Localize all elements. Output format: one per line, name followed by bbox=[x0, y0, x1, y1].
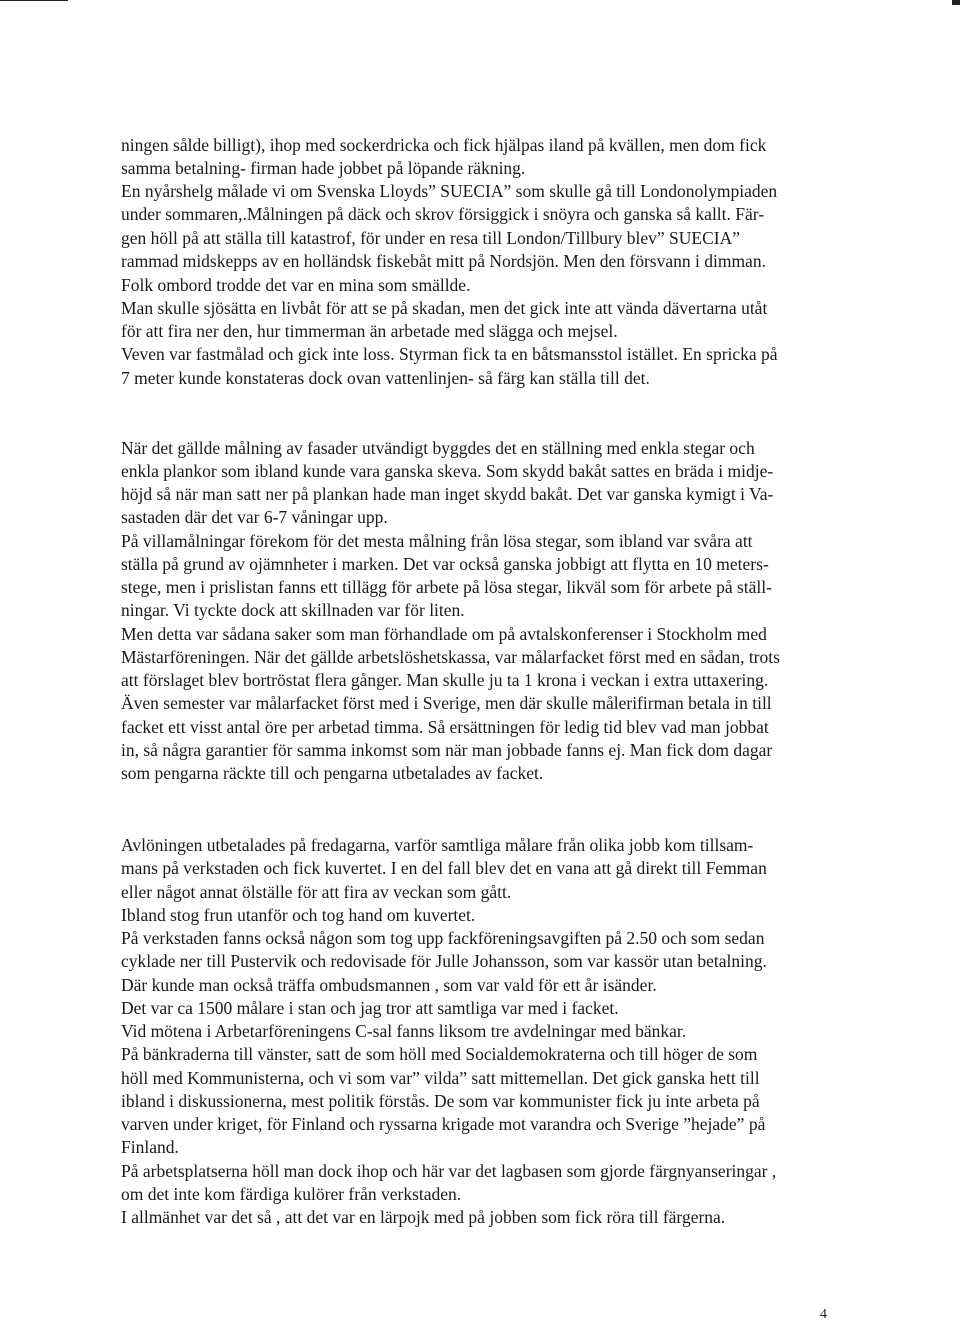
text-line: höjd så när man satt ner på plankan hade man inget skydd bakåt. Det var ganska kymigt i Va- bbox=[121, 484, 774, 504]
page-number: 4 bbox=[820, 1307, 827, 1322]
text-line: På arbetsplatserna höll man dock ihop och här var det lagbasen som gjorde färgnyanseringar , bbox=[121, 1161, 777, 1181]
text-line: rammad midskepps av en holländsk fiskebåt mitt på Nordsjön. Men den försvann i dimman. bbox=[121, 251, 766, 271]
text-line: mans på verkstaden och fick kuvertet. I en del fall blev det en vana att gå direkt till Femman bbox=[121, 858, 767, 878]
scan-mark-top-left bbox=[0, 0, 68, 1]
text-line: Vid mötena i Arbetarföreningens C-sal fanns liksom tre avdelningar med bänkar. bbox=[121, 1021, 687, 1041]
text-line: stege, men i prislistan fanns ett tillägg för arbete på lösa stegar, likväl som för arbete på ställ- bbox=[121, 577, 772, 597]
text-line: Det var ca 1500 målare i stan och jag tror att samtliga var med i facket. bbox=[121, 998, 619, 1018]
text-line: Folk ombord trodde det var en mina som smällde. bbox=[121, 275, 471, 295]
text-line: Veven var fastmålad och gick inte loss. Styrman fick ta en båtsmansstol istället. En spricka på bbox=[121, 344, 778, 364]
text-line: in, så några garantier för samma inkomst som när man jobbade fanns ej. Man fick dom dagar bbox=[121, 740, 773, 760]
scan-mark-top-right bbox=[952, 0, 960, 5]
text-line: facket ett visst antal öre per arbetad timma. Så ersättningen för ledig tid blev vad man jobbat bbox=[121, 717, 769, 737]
text-line: eller något annat ölställe för att fira av veckan som gått. bbox=[121, 882, 512, 902]
text-line: om det inte kom färdiga kulörer från verkstaden. bbox=[121, 1184, 462, 1204]
text-line: På verkstaden fanns också någon som tog upp fackföreningsavgiften på 2.50 och som sedan bbox=[121, 928, 765, 948]
text-line: Även semester var målarfacket först med i Sverige, men där skulle målerifirman betala in till bbox=[121, 693, 772, 713]
text-line: gen höll på att ställa till katastrof, för under en resa till London/Tillbury blev” SUECIA” bbox=[121, 228, 741, 248]
text-line: Men detta var sådana saker som man förhandlade om på avtalskonferenser i Stockholm med bbox=[121, 624, 767, 644]
text-line: samma betalning- firman hade jobbet på löpande räkning. bbox=[121, 158, 526, 178]
text-line: cyklade ner till Pustervik och redovisade för Julle Johansson, som var kassör utan betalning. bbox=[121, 951, 767, 971]
text-line: Ibland stog frun utanför och tog hand om kuvertet. bbox=[121, 905, 476, 925]
text-line: att förslaget blev bortröstat flera gånger. Man skulle ju ta 1 krona i veckan i extra uttaxering. bbox=[121, 670, 769, 690]
text-line: I allmänhet var det så , att det var en lärpojk med på jobben som fick röra till färgerna. bbox=[121, 1207, 726, 1227]
text-line: under sommaren,.Målningen på däck och skrov försiggick i snöyra och ganska så kallt. Fär- bbox=[121, 204, 765, 224]
text-line: Man skulle sjösätta en livbåt för att se på skadan, men det gick inte att vända dävertarna utåt bbox=[121, 298, 768, 318]
text-line: Mästarföreningen. När det gällde arbetslöshetskassa, var målarfacket först med en sådan, trots bbox=[121, 647, 780, 667]
text-line: På bänkraderna till vänster, satt de som höll med Socialdemokraterna och till höger de som bbox=[121, 1044, 758, 1064]
text-line: På villamålningar förekom för det mesta målning från lösa stegar, som ibland var svåra att bbox=[121, 531, 753, 551]
text-line: för att fira ner den, hur timmerman än arbetade med slägga och mejsel. bbox=[121, 321, 618, 341]
text-line: varven under kriget, för Finland och ryssarna krigade mot varandra och Sverige ”hejade” på bbox=[121, 1114, 766, 1134]
text-line: sastaden där det var 6-7 våningar upp. bbox=[121, 507, 388, 527]
text-line: höll med Kommunisterna, och vi som var” vilda” satt mittemellan. Det gick ganska hett till bbox=[121, 1068, 760, 1088]
text-line: ställa på grund av ojämnheter i marken. Det var också ganska jobbigt att flytta en 10 meters- bbox=[121, 554, 769, 574]
text-line: När det gällde målning av fasader utvändigt byggdes det en ställning med enkla stegar och bbox=[121, 438, 755, 458]
text-line: Där kunde man också träffa ombudsmannen , som var vald för ett år isänder. bbox=[121, 975, 657, 995]
text-line: ningen sålde billigt), ihop med sockerdricka och fick hjälpas iland på kvällen, men dom fick bbox=[121, 135, 767, 155]
text-line: Avlöningen utbetalades på fredagarna, varför samtliga målare från olika jobb kom tillsam- bbox=[121, 835, 754, 855]
text-line: ningar. Vi tyckte dock att skillnaden var för liten. bbox=[121, 600, 465, 620]
text-line: ibland i diskussionerna, mest politik förstås. De som var kommunister fick ju inte arbeta på bbox=[121, 1091, 760, 1111]
text-line: Finland. bbox=[121, 1137, 179, 1157]
text-line: enkla plankor som ibland kunde vara ganska skeva. Som skydd bakåt sattes en bräda i midje- bbox=[121, 461, 774, 481]
text-line: 7 meter kunde konstateras dock ovan vattenlinjen- så färg kan ställa till det. bbox=[121, 368, 650, 388]
text-line: som pengarna räckte till och pengarna utbetalades av facket. bbox=[121, 763, 544, 783]
text-line: En nyårshelg målade vi om Svenska Lloyds” SUECIA” som skulle gå till Londonolympiaden bbox=[121, 181, 778, 201]
